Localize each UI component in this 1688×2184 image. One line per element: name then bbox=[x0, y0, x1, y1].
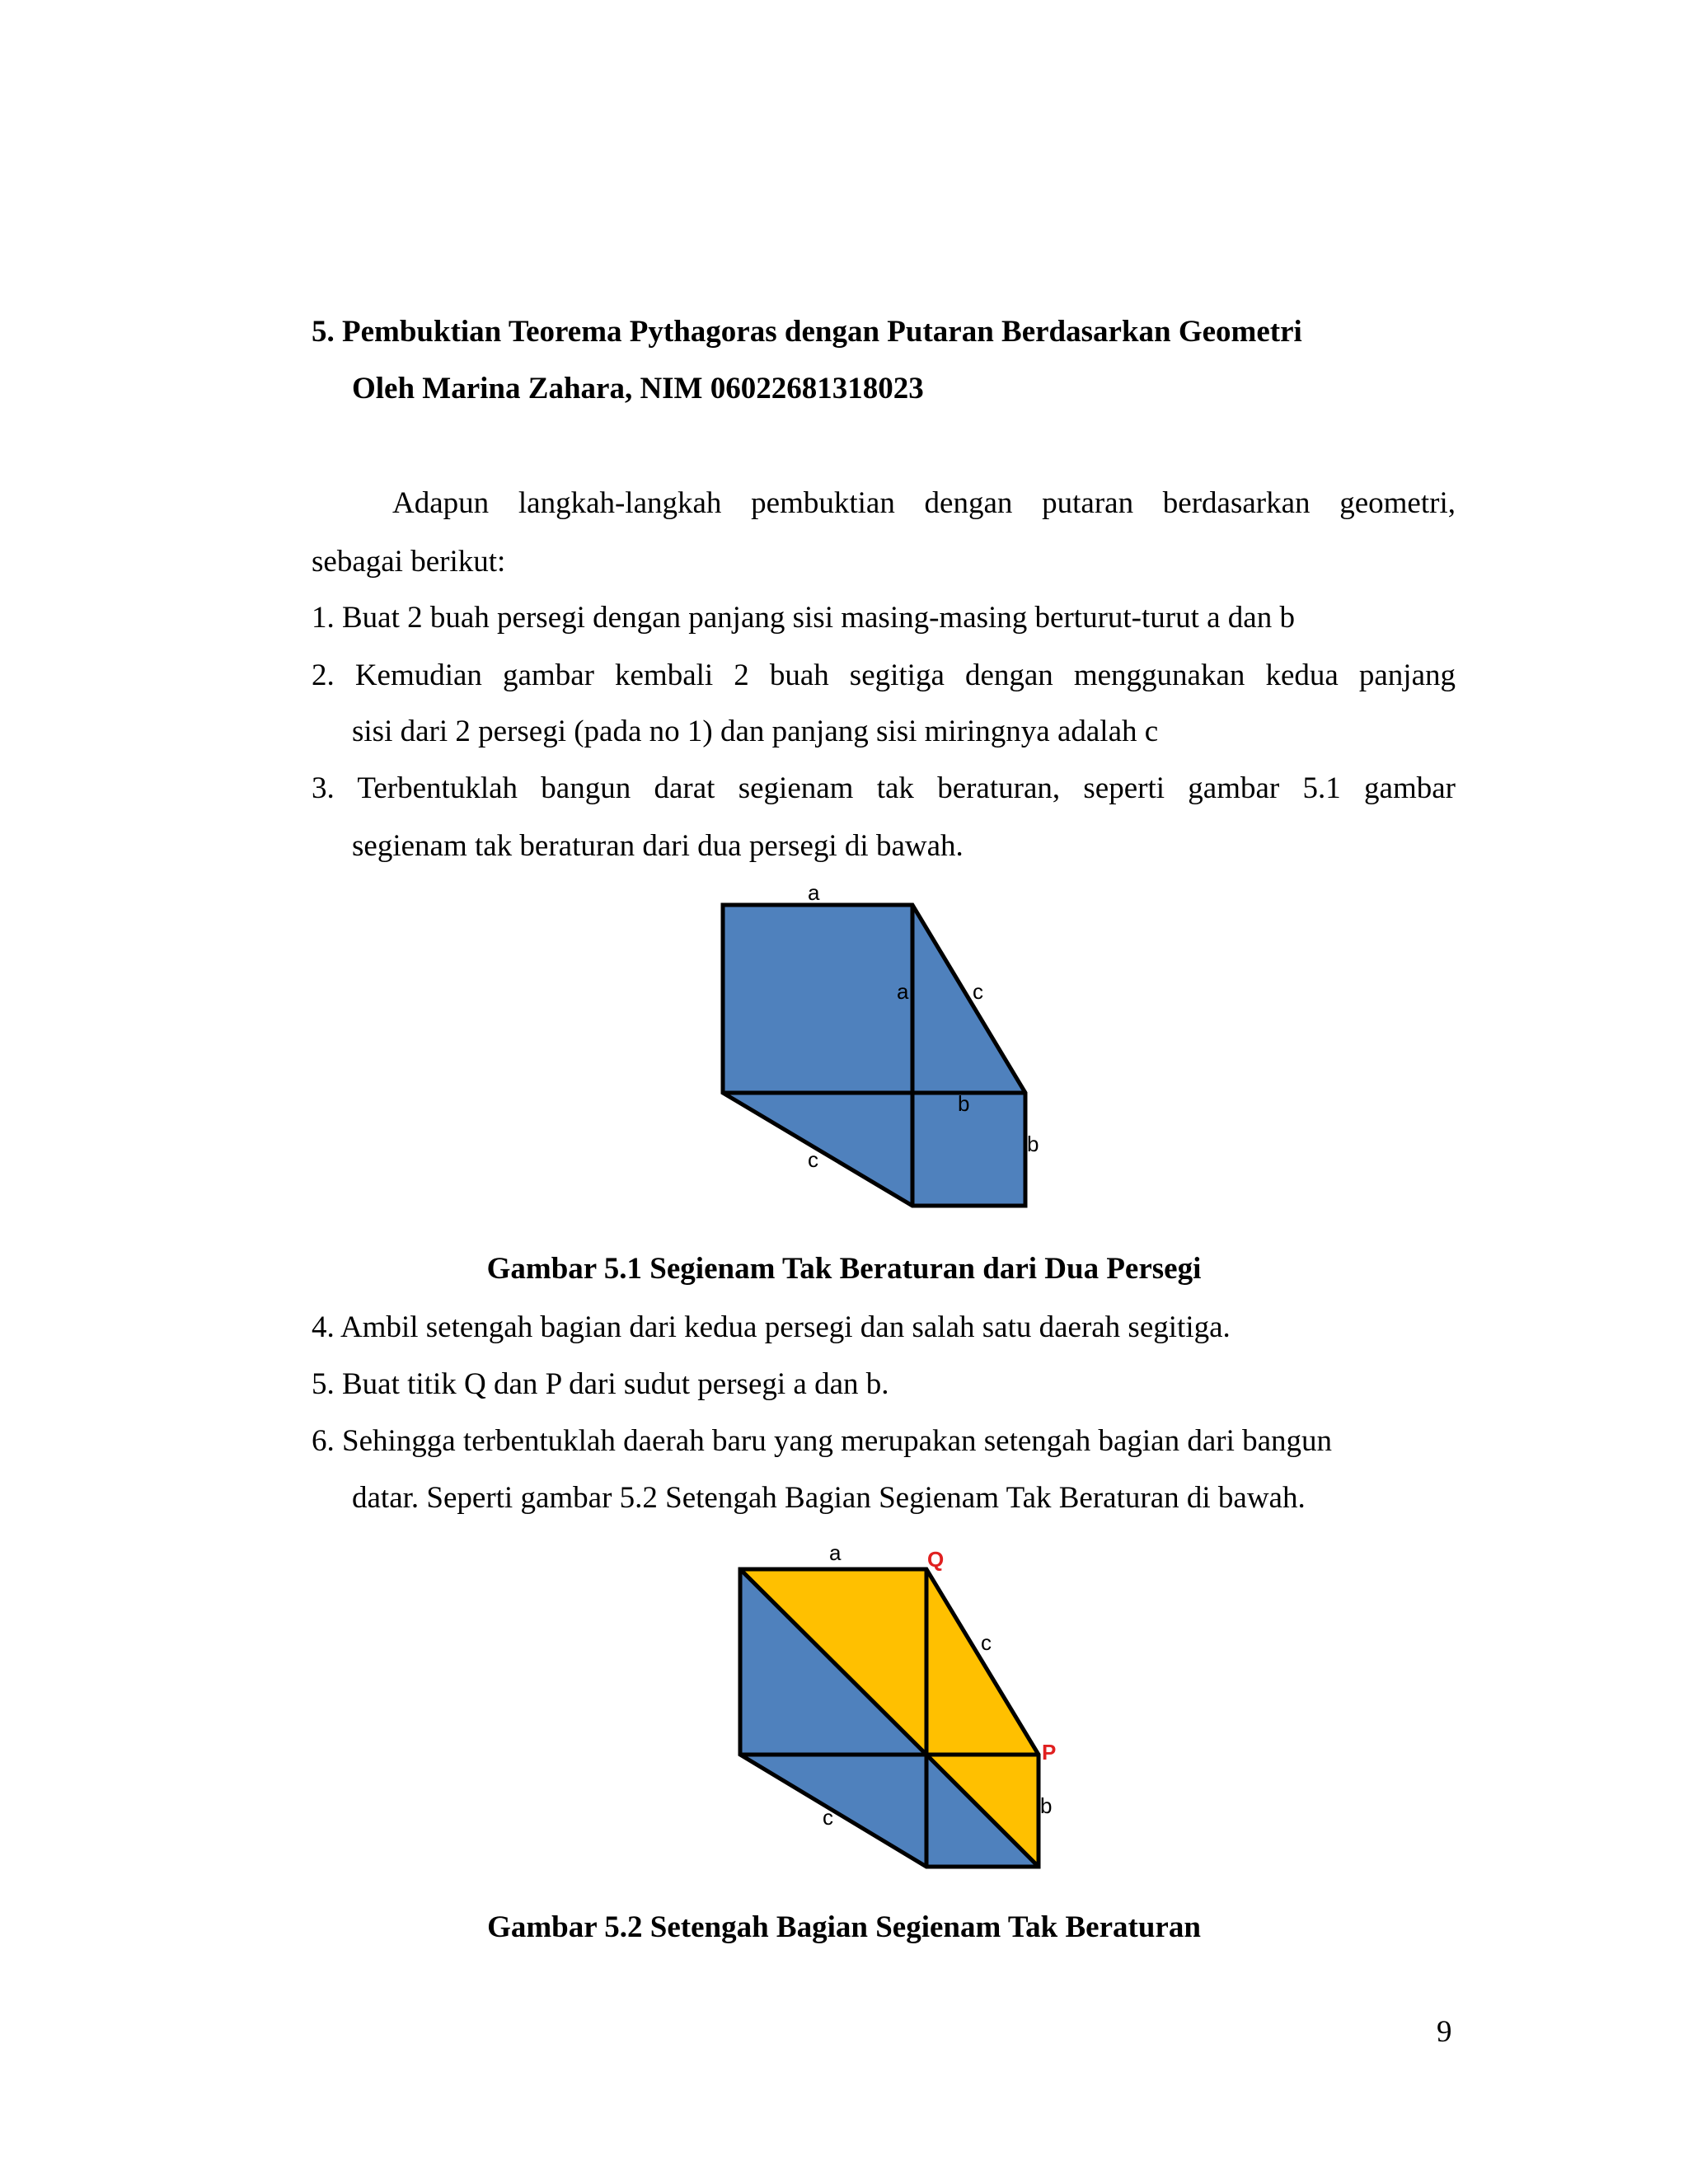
label-top-a-2: a bbox=[829, 1540, 842, 1565]
figure-1-caption: Gambar 5.1 Segienam Tak Beraturan dari Dua Persegi bbox=[486, 1252, 1202, 1286]
step-3-line-2: segienam tak beraturan dari dua persegi di bawah. bbox=[352, 829, 964, 863]
step-6-line-2: datar. Seperti gambar 5.2 Setengah Bagian Segienam Tak Beraturan di bawah. bbox=[352, 1481, 1306, 1515]
step-1: 1. Buat 2 buah persegi dengan panjang sisi masing-masing berturut-turut a dan b bbox=[312, 601, 1295, 635]
step-4: 4. Ambil setengah bagian dari kedua persegi dan salah satu daerah segitiga. bbox=[312, 1310, 1231, 1344]
label-point-p: P bbox=[1042, 1740, 1057, 1765]
label-point-q: Q bbox=[927, 1547, 945, 1572]
section-heading: 5. Pembuktian Teorema Pythagoras dengan Putaran Berdasarkan Geometri bbox=[312, 315, 1302, 349]
intro-line-1: Adapun langkah-langkah pembuktian dengan putaran berdasarkan geometri, bbox=[392, 486, 1456, 520]
label-top-a: a bbox=[808, 882, 820, 905]
label-c-upper-2: c bbox=[981, 1630, 992, 1655]
figure-2-caption: Gambar 5.2 Setengah Bagian Segienam Tak Beraturan bbox=[487, 1910, 1201, 1944]
hexagon-shape bbox=[723, 905, 1025, 1206]
page-number: 9 bbox=[1437, 2015, 1452, 2049]
label-b-side-2: b bbox=[1040, 1793, 1053, 1818]
label-side-a: a bbox=[897, 979, 909, 1004]
label-b-side: b bbox=[1027, 1132, 1039, 1156]
figure-half-hexagon bbox=[725, 1533, 1071, 1879]
label-c-lower-2: c bbox=[823, 1805, 833, 1830]
section-author: Oleh Marina Zahara, NIM 06022681318023 bbox=[352, 372, 924, 405]
step-5: 5. Buat titik Q dan P dari sudut persegi a dan b. bbox=[312, 1367, 889, 1401]
intro-line-2: sebagai berikut: bbox=[312, 545, 506, 579]
step-2-line-2: sisi dari 2 persegi (pada no 1) dan panjang sisi miringnya adalah c bbox=[352, 715, 1159, 748]
label-c-upper: c bbox=[973, 979, 983, 1004]
figure-hexagon-two-squares bbox=[709, 882, 1055, 1212]
label-b-inner: b bbox=[958, 1091, 970, 1116]
label-c-lower: c bbox=[808, 1147, 818, 1172]
step-2-line-1: 2. Kemudian gambar kembali 2 buah segitiga dengan menggunakan kedua panjang bbox=[312, 658, 1456, 692]
step-3-line-1: 3. Terbentuklah bangun darat segienam tak beraturan, seperti gambar 5.1 gambar bbox=[312, 771, 1456, 805]
step-6-line-1: 6. Sehingga terbentuklah daerah baru yang merupakan setengah bagian dari bangun bbox=[312, 1424, 1333, 1458]
